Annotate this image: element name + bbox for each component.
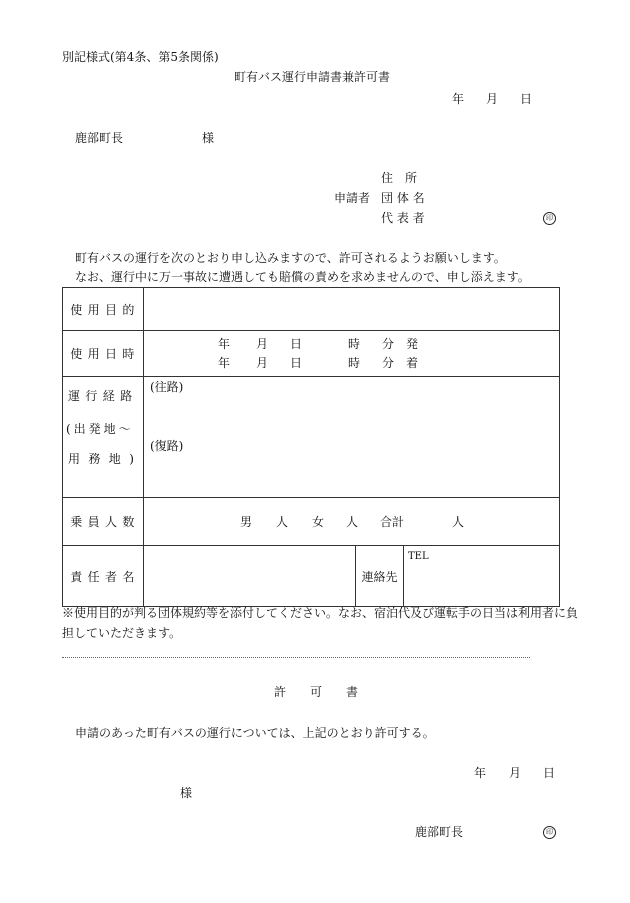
route-sub-1: (出発地～ bbox=[66, 422, 134, 436]
responsible-row bbox=[63, 546, 560, 607]
arr-year: 年 bbox=[218, 356, 231, 370]
datetime-row bbox=[63, 331, 560, 377]
note-line-1: ※使用目的が判る団体規約等を添付してください。なお、宿泊代及び運転手の日当は利用者に負 bbox=[62, 606, 579, 620]
female-unit: 人 bbox=[346, 515, 359, 529]
date-year-label: 年 bbox=[452, 92, 465, 106]
permit-issuer: 鹿部町長 bbox=[415, 825, 464, 839]
arr-month: 月 bbox=[256, 356, 269, 370]
applicant-label: 申請者 bbox=[334, 191, 371, 205]
permit-date-day: 日 bbox=[543, 766, 556, 780]
dep-month: 月 bbox=[256, 337, 269, 351]
intro-line-2: なお、運行中に万一事故に遭遇しても賠償の責めを求めませんので、申し添えます。 bbox=[75, 270, 530, 284]
route-row bbox=[63, 377, 560, 498]
dep-hour: 時 bbox=[348, 337, 361, 351]
organization-label: 団 体 名 bbox=[381, 191, 425, 205]
address-label: 住 所 bbox=[381, 171, 418, 185]
return-label: (復路) bbox=[150, 439, 184, 453]
permit-recipient-honorific: 様 bbox=[180, 786, 193, 800]
purpose-label: 使用目的 bbox=[63, 288, 144, 331]
permit-title: 許 可 書 bbox=[274, 685, 359, 699]
purpose-row bbox=[63, 288, 560, 331]
intro-line-1: 町有バスの運行を次のとおり申し込みますので、許可されるようお願いします。 bbox=[75, 251, 506, 265]
purpose-field[interactable] bbox=[144, 288, 560, 331]
dep-suffix: 発 bbox=[406, 337, 419, 351]
arr-suffix: 着 bbox=[406, 356, 419, 370]
datetime-label: 使用日時 bbox=[63, 331, 144, 377]
representative-label: 代 表 者 bbox=[381, 211, 425, 225]
dep-day: 日 bbox=[290, 337, 303, 351]
tel-field[interactable] bbox=[404, 546, 560, 607]
application-table bbox=[62, 287, 560, 607]
total-unit: 人 bbox=[452, 515, 465, 529]
arr-minute: 分 bbox=[382, 356, 395, 370]
cut-line-divider bbox=[62, 657, 530, 658]
female-label: 女 bbox=[312, 515, 325, 529]
dep-year: 年 bbox=[218, 337, 231, 351]
male-label: 男 bbox=[240, 515, 253, 529]
contact-label: 連絡先 bbox=[356, 546, 404, 607]
arr-day: 日 bbox=[290, 356, 303, 370]
addressee: 鹿部町長 bbox=[75, 131, 124, 145]
dep-minute: 分 bbox=[382, 337, 395, 351]
male-unit: 人 bbox=[276, 515, 289, 529]
permit-date-month: 月 bbox=[509, 766, 522, 780]
seal-mark: 印 bbox=[543, 212, 556, 225]
passengers-field[interactable] bbox=[144, 498, 560, 546]
permit-body: 申請のあった町有バスの運行については、上記のとおり許可する。 bbox=[75, 726, 435, 740]
document-title: 町有バス運行申請書兼許可書 bbox=[234, 70, 391, 84]
route-field[interactable] bbox=[144, 377, 560, 498]
responsible-label: 責任者名 bbox=[63, 546, 144, 607]
route-label-cell bbox=[63, 377, 144, 498]
permit-date-year: 年 bbox=[474, 766, 487, 780]
date-day-label: 日 bbox=[520, 92, 533, 106]
route-sub-2: 用務地) bbox=[68, 452, 143, 466]
permit-seal-mark: 印 bbox=[543, 826, 556, 839]
total-label: 合計 bbox=[380, 515, 405, 529]
note-line-2: 担していただきます。 bbox=[62, 626, 182, 640]
arr-hour: 時 bbox=[348, 356, 361, 370]
responsible-field[interactable] bbox=[144, 546, 356, 607]
form-reference: 別記様式(第4条、第5条関係) bbox=[62, 50, 219, 64]
tel-label: TEL bbox=[408, 551, 429, 562]
route-label: 運行経路 bbox=[68, 389, 138, 403]
passengers-label: 乗員人数 bbox=[63, 498, 144, 546]
outbound-label: (往路) bbox=[150, 380, 184, 394]
addressee-honorific: 様 bbox=[202, 131, 215, 145]
date-month-label: 月 bbox=[486, 92, 499, 106]
passengers-row bbox=[63, 498, 560, 546]
datetime-field[interactable] bbox=[144, 331, 560, 377]
